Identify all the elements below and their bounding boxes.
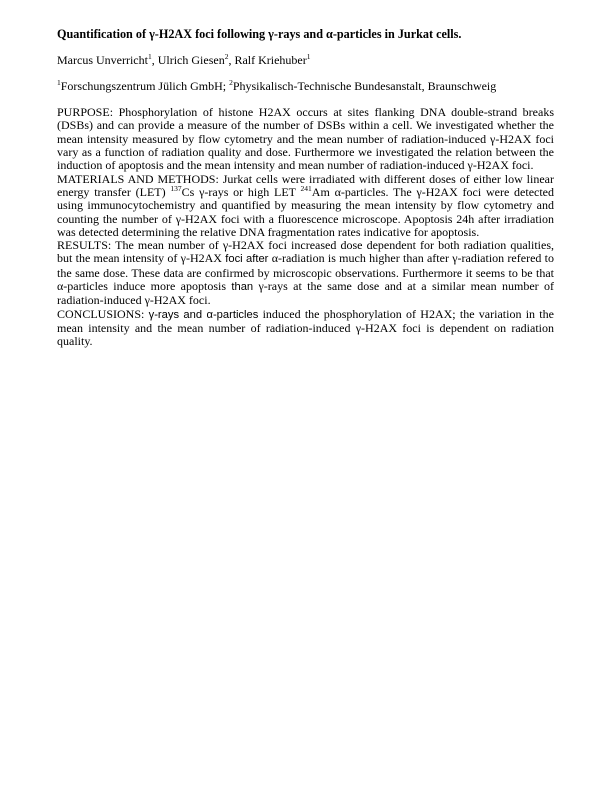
- authors-line: Marcus Unverricht$^1$, Ulrich Giesen$^2$, Ralf Kriehuber$^1$: [57, 51, 311, 67]
- paragraph-materials-and-methods: MATERIALS AND METHODS: Jurkat cells were irradiated with different doses of either low linear energy transfer (LET) $^{137}$Cs γ-rays or high LET $^{241}$Am α-particles. The γ-H2AX foci were detected using immunocytochemistry and quantified by measuring the mean intensity by flow cytometry and counting the number of γ-H2AX foci with a fluorescence microscope. Apoptosis 24h after irradiation was detected determining the relative DNA fragmentation rates indicative for apoptosis.: [57, 171, 555, 239]
- paper-title: Quantification of γ-H2AX foci following γ-rays and α-particles in Jurkat cells.: [57, 27, 462, 41]
- affiliations-line: $^1$Forschungszentrum Jülich GmbH; $^2$Physikalisch-Technische Bundesanstalt, Braunschweig: [57, 77, 497, 93]
- paragraph-conclusions: CONCLUSIONS: γ-rays and α-particles induced the phosphorylation of H2AX; the variation in the mean intensity and the mean number of radiation-induced γ-H2AX foci is dependent on radiation quality.: [57, 306, 554, 349]
- abstract-content: [57, 28, 554, 349]
- paragraph-purpose: PURPOSE: Phosphorylation of histone H2AX occurs at sites flanking DNA double-strand breaks (DSBs) and can provide a measure of the number of DSBs within a cell. We investigated whether the mean intensity measured by flow cytometry and the mean number of radiation-induced γ-H2AX foci vary as a function of radiation quality and dose. Furthermore we investigated the relation between the induction of apoptosis and the mean intensity and mean number of radiation-induced γ-H2AX foci.: [57, 105, 554, 173]
- paragraph-results: RESULTS: The mean number of γ-H2AX foci increased dose dependent for both radiation qualities, but the mean intensity of γ-H2AX foci after α-radiation is much higher than after γ-radiation refered to the same dose. These data are confirmed by microscopic observations. Furthermore it seems to be that α-particles induce more apoptosis than γ-rays at the same dose and at a similar mean number of radiation-induced γ-H2AX foci.: [57, 238, 555, 308]
